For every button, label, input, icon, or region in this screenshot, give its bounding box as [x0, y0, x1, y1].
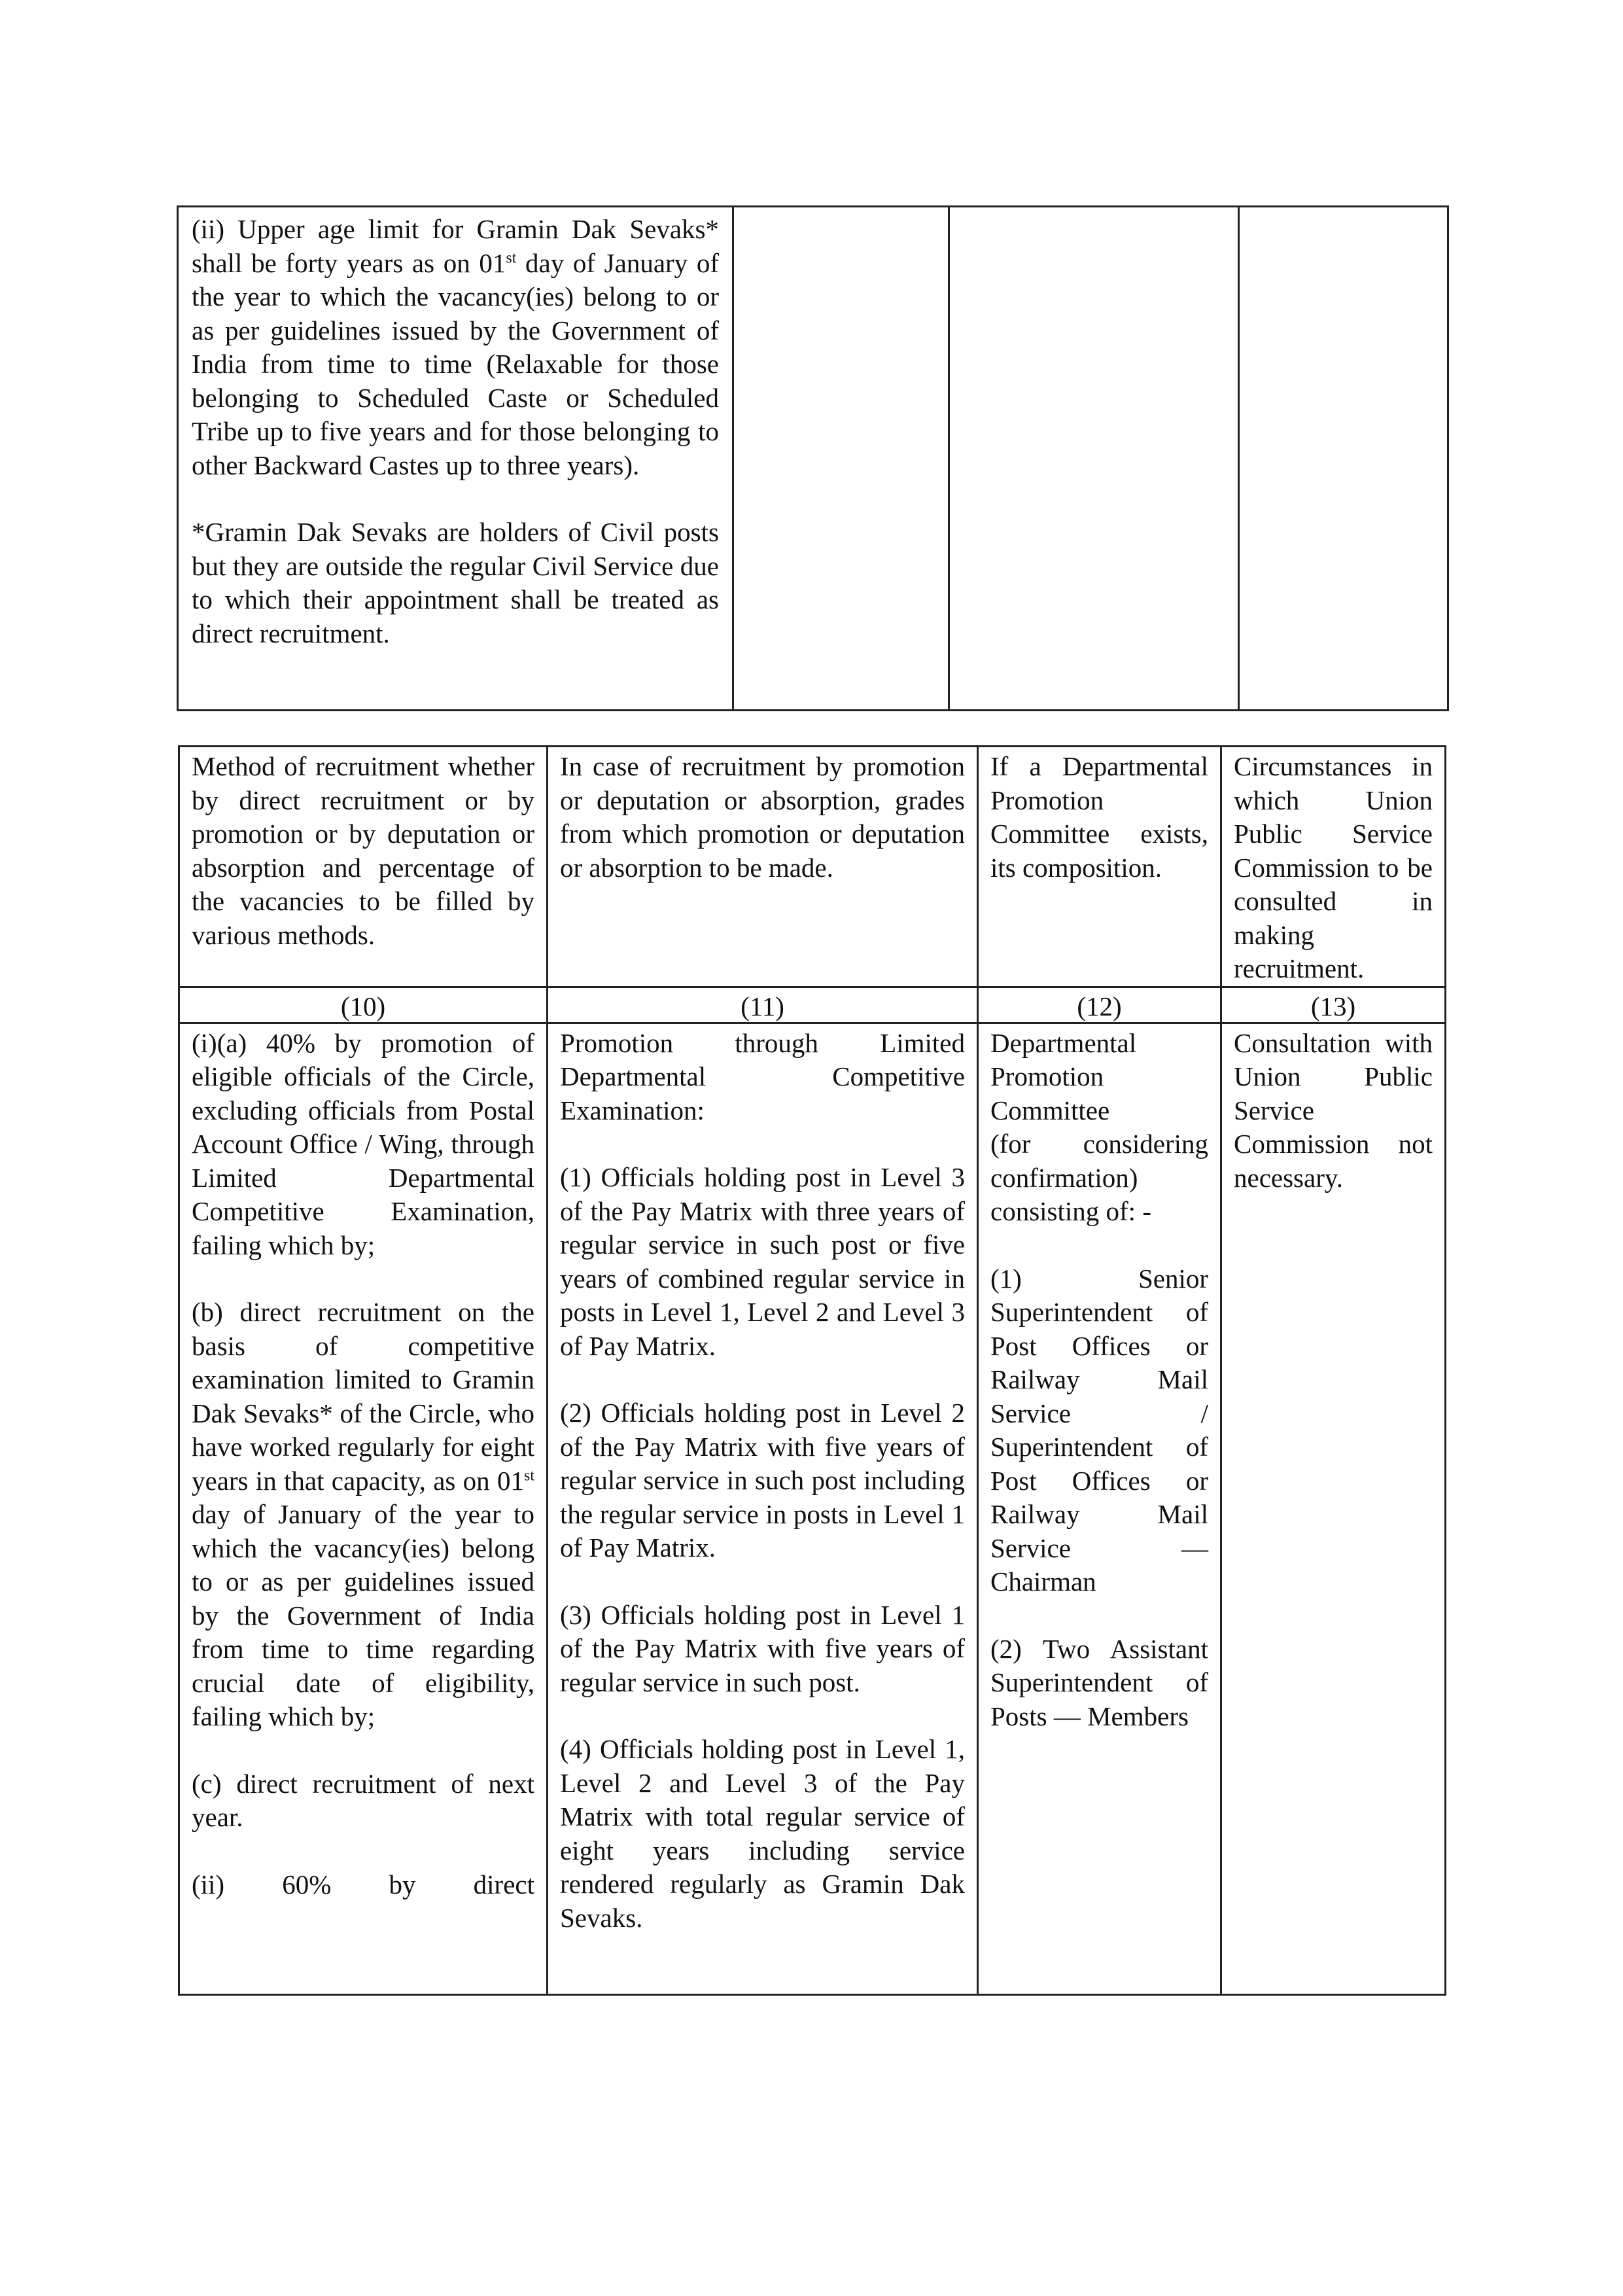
method-direct-text-a: (b) direct recruitment on the basis of competitive examination limited to Gramin Dak Sevaks* of the Circle, who have worked regularly for eight years in that capacity, as on 01 [192, 1297, 534, 1496]
grades-cell [548, 1023, 978, 1994]
grades-intro: Promotion through Limited Departmental Competitive Examination: [560, 1027, 965, 1125]
column-number-row [179, 987, 1446, 1023]
age-limit-cell [178, 207, 733, 711]
column-number-13: (13) [1221, 987, 1446, 1023]
upsc-consultation-text: Consultation with Union Public Service Commission not necessary. [1234, 1027, 1433, 1193]
grades-item-3: (3) Officials holding post in Level 1 of the Pay Matrix with five years of regular service in such post. [560, 1599, 965, 1697]
ordinal-suffix: st [523, 1466, 534, 1484]
header-grades-for-promotion: In case of recruitment by promotion or deputation or absorption, grades from which promotion or deputation or absorption to be made. [548, 747, 978, 987]
method-direct-text-b: day of January of the year to which the vacancy(ies) belong to or as per guidelines issued by the Government of India from time to time regarding crucial date of eligibility, failing which by; [192, 1499, 534, 1731]
age-limit-paragraph [192, 213, 719, 482]
header-row [179, 747, 1446, 987]
recruitment-rules-table [178, 745, 1446, 1996]
dpc-chairman: (1) Senior Superintendent of Post Offices or Railway Mail Service / Superintendent of Post Offices or Railway Mail Service — Chairman [990, 1263, 1208, 1597]
age-limit-text-a: (ii) Upper age limit for Gramin Dak Sevaks* shall be forty years as on 01 [192, 214, 719, 278]
method-sixty-percent-paragraph: (ii) 60% by direct [192, 1869, 534, 1899]
body-row [179, 1023, 1446, 1994]
continuation-row [178, 207, 1448, 711]
dpc-members: (2) Two Assistant Superintendent of Posts — Members [990, 1633, 1208, 1731]
grades-item-4: (4) Officials holding post in Level 1, Level 2 and Level 3 of the Pay Matrix with total regular service of eight years including service rendered regularly as Gramin Dak Sevaks. [560, 1734, 965, 1933]
upsc-cell [1221, 1023, 1446, 1994]
dpc-cell [978, 1023, 1221, 1994]
method-cell [179, 1023, 548, 1994]
age-limit-text-b: day of January of the year to which the vacancy(ies) belong to or as per guidelines issued by the Government of India from time to time (Relaxable for those belonging to Scheduled Caste or Scheduled Tribe up to five years and for those belonging to other Backward Castes up to three years). [192, 247, 719, 480]
dpc-note: (for considering confirmation) consisting of: - [990, 1129, 1208, 1226]
method-promotion-paragraph: (i)(a) 40% by promotion of eligible officials of the Circle, excluding officials from Postal Account Office / Wing, through Limited Departmental Competitive Examination, failing which by; [192, 1027, 534, 1260]
empty-cell-8 [949, 207, 1239, 711]
dpc-title: Departmental Promotion Committee [990, 1027, 1137, 1125]
header-method-of-recruitment: Method of recruitment whether by direct recruitment or by promotion or by deputation or absorption and percentage of the vacancies to be filled by various methods. [179, 747, 548, 987]
method-next-year-paragraph: (c) direct recruitment of next year. [192, 1768, 534, 1832]
empty-cell-9 [1239, 207, 1448, 711]
method-direct-recruitment-paragraph [192, 1296, 534, 1734]
ordinal-suffix: st [506, 249, 517, 266]
column-number-11: (11) [548, 987, 978, 1023]
column-number-10: (10) [179, 987, 548, 1023]
grades-item-1: (1) Officials holding post in Level 3 of the Pay Matrix with three years of regular service in such post or five years of combined regular service in posts in Level 1, Level 2 and Level 3 of Pay Matrix. [560, 1162, 965, 1361]
empty-cell-7 [733, 207, 949, 711]
gramin-dak-sevak-note: *Gramin Dak Sevaks are holders of Civil posts but they are outside the regular Civil Service due to which their appointment shall be treated as direct recruitment. [192, 517, 719, 648]
header-dpc-composition: If a Departmental Promotion Committee exists, its composition. [978, 747, 1221, 987]
grades-item-2: (2) Officials holding post in Level 2 of the Pay Matrix with five years of regular service in such post including the regular service in posts in Level 1 of Pay Matrix. [560, 1398, 965, 1563]
continuation-table [177, 205, 1449, 711]
column-number-12: (12) [978, 987, 1221, 1023]
header-upsc-consultation: Circumstances in which Union Public Service Commission to be consulted in making recruitment. [1221, 747, 1446, 987]
